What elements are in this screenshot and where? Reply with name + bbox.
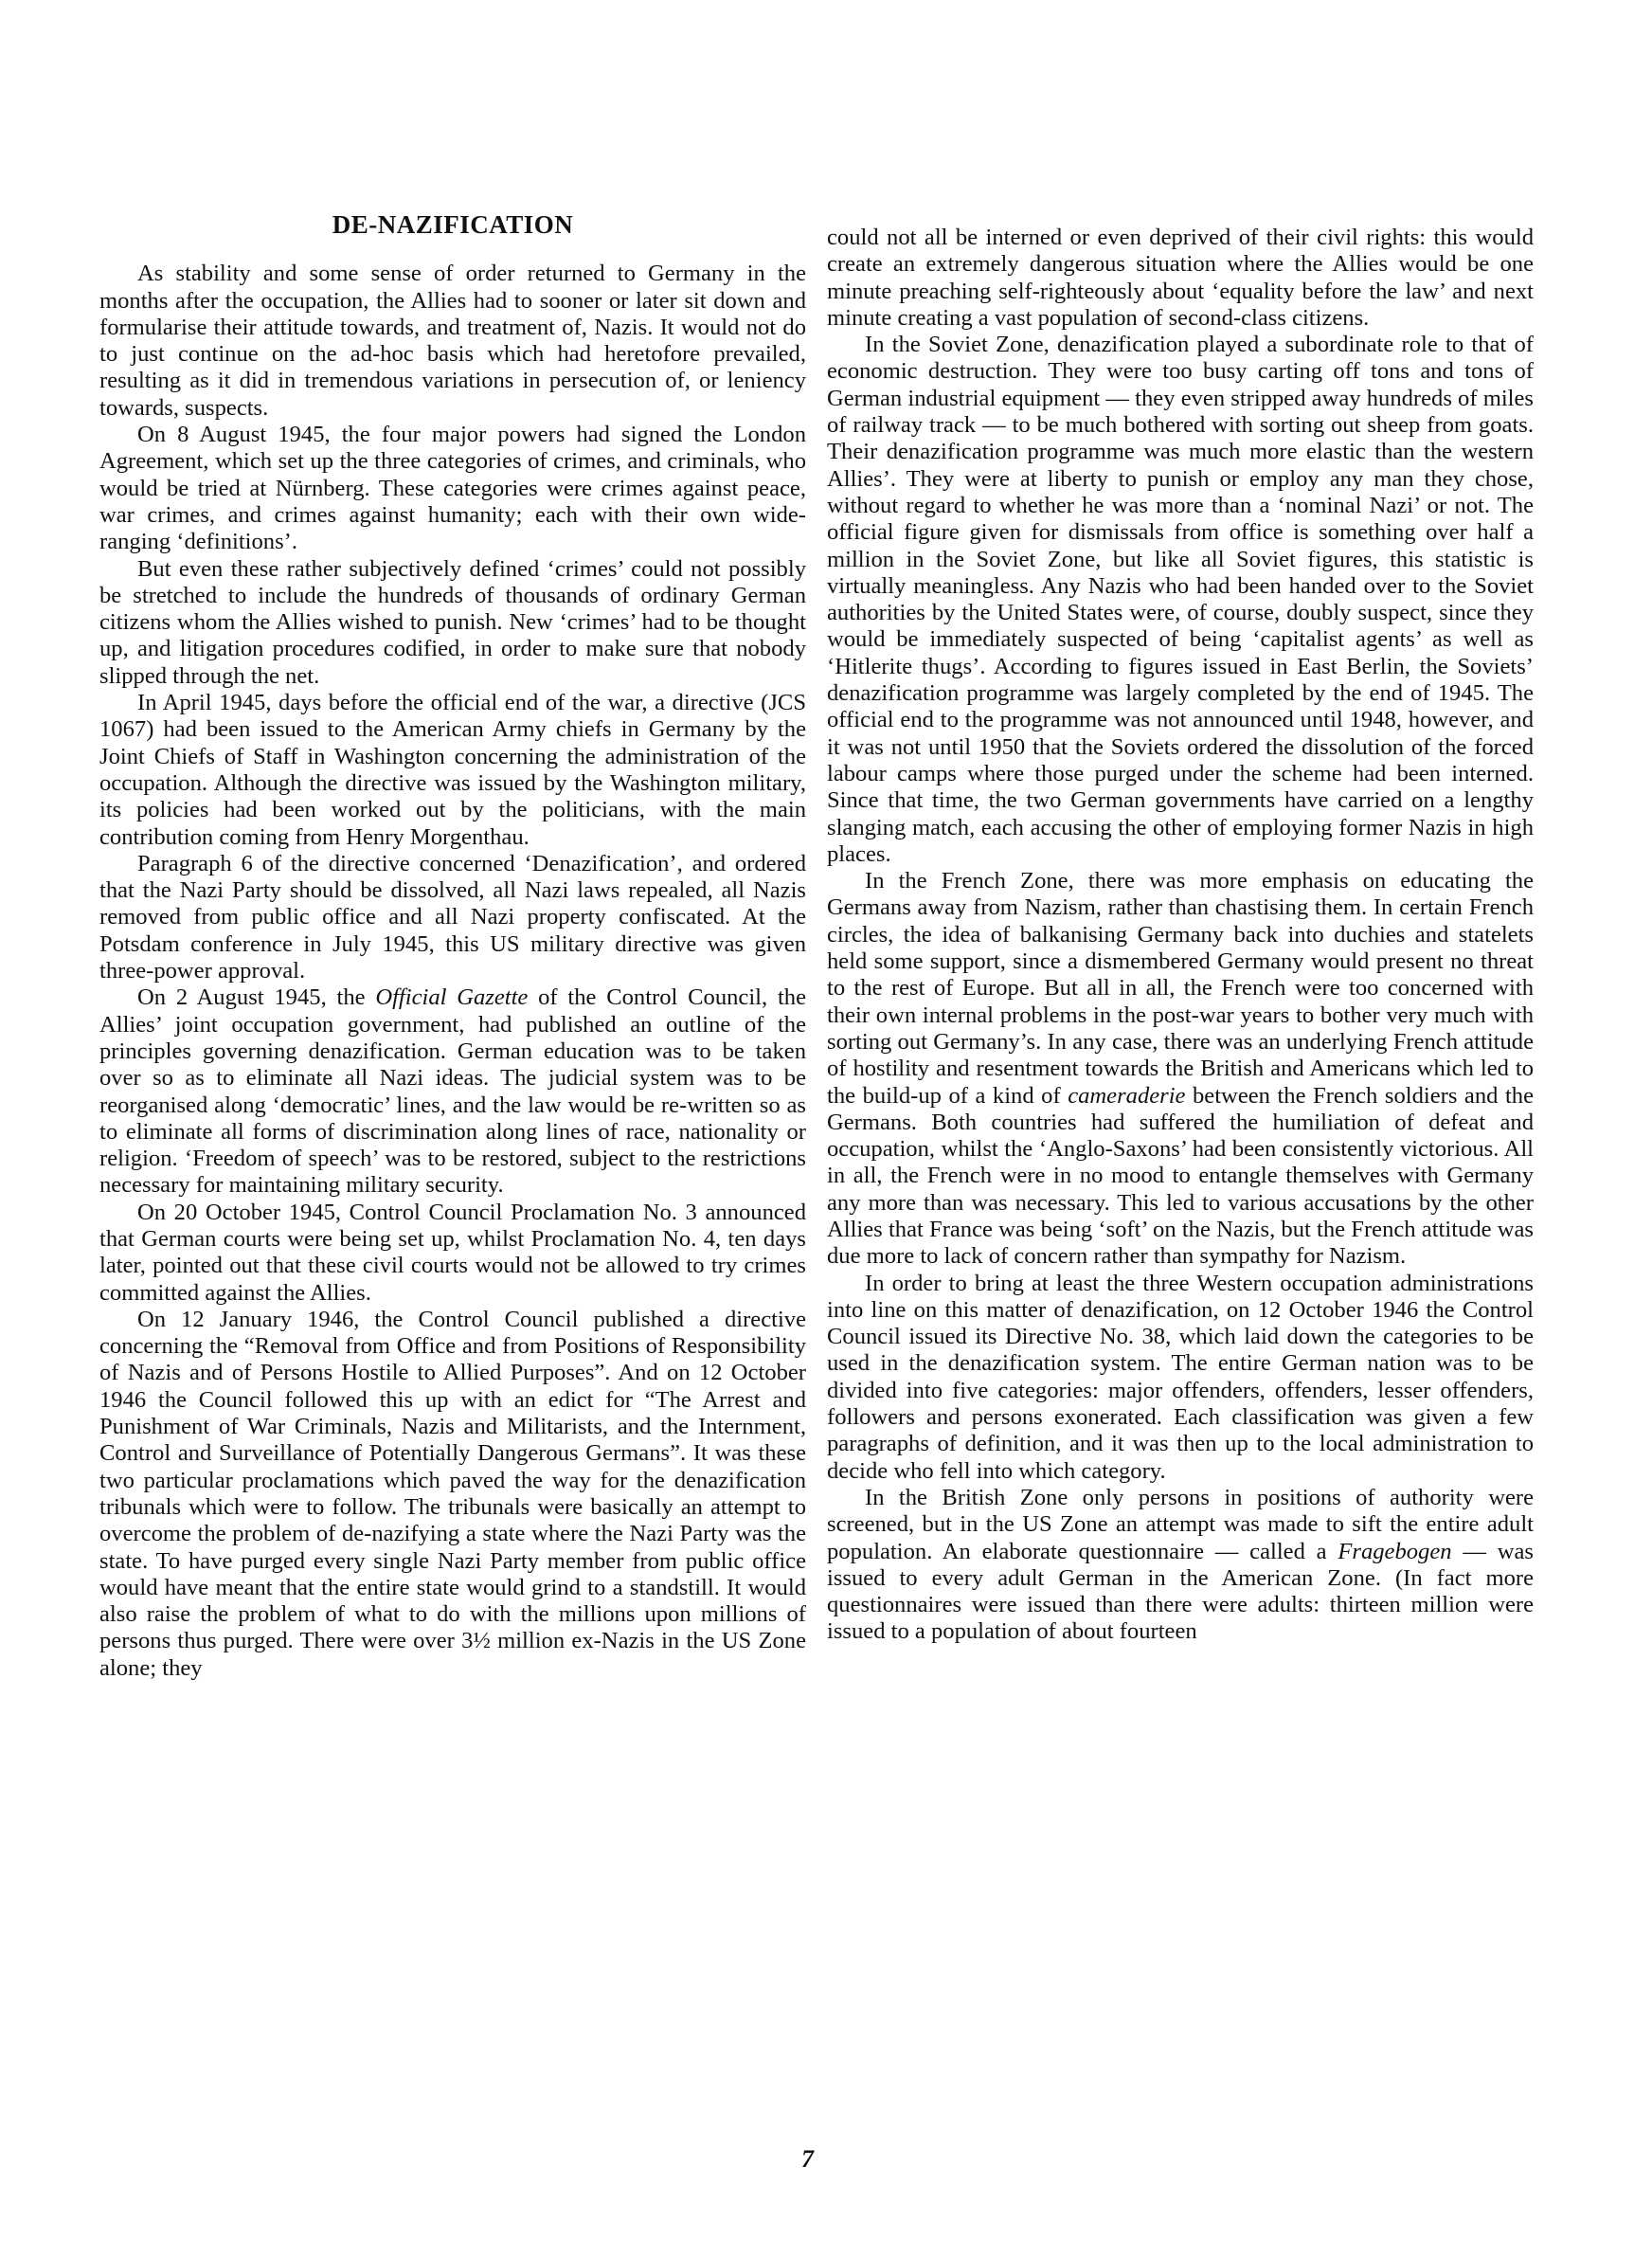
right-column [827,225,1534,1646]
text-run: In the French Zone, there was more emphasis on educating the Germans away from Nazism, rather than chastising them. In certain French circles, the idea of balkanising Germany back into duchies and statelets held some support, since a dismembered Germany would present no threat to the rest of Europe. But all in all, the French were too concerned with their own internal problems in the post-war years to bother very much with sorting out Germany’s. In any case, there was an underlying French attitude of hostility and resentment towards the British and Americans which led to the build-up of a kind of [827,868,1534,1109]
italic-word: cameraderie [1068,1082,1186,1109]
text-run: On 2 August 1945, the [137,984,376,1011]
paragraph-official-gazette [99,984,806,1199]
paragraph-continuation: could not all be interned or even deprived of their civil rights: this would create an extremely dangerous situation where the Allies would be one minute preaching self-righteously about ‘equality before the law’ and next minute creating a vast population of second-class citizens. [827,225,1534,331]
paragraph-directive-38: In order to bring at least the three Western occupation administrations into line on this matter of denazification, on 12 October 1946 the Control Council issued its Directive No. 38, which laid down the categories to be used in the denazification system. The entire German nation was to be divided into five categories: major offenders, offenders, lesser offenders, followers and persons exonerated. Each classification was given a few paragraphs of definition, and it was then up to the local administration to decide who fell into which category. [827,1270,1534,1484]
paragraph: On 8 August 1945, the four major powers had signed the London Agreement, which set up the three categories of crimes, and criminals, who would be tried at Nürnberg. These categories were crimes against peace, war crimes, and crimes against humanity; each with their own wide-ranging ‘definitions’. [99,422,806,555]
text-run: of the Control Council, the Allies’ joint occupation government, had published an outline of the principles governing denazification. German education was to be taken over so as to eliminate all Nazi ideas. The judicial system was to be reorganised along ‘democratic’ lines, and the law would be re-written so as to eliminate all forms of discrimination along lines of race, nationality or religion. ‘Freedom of speech’ was to be restored, subject to the restrictions necessary for maintaining military security. [99,984,806,1199]
text-run: between the French soldiers and the Germans. Both countries had suffered the humiliation of defeat and occupation, whilst the ‘Anglo-Saxons’ had been consistently victorious. All in all, the French were in no mood to entangle themselves with Germany any more than was necessary. This led to various accusations by the other Allies that France was being ‘soft’ on the Nazis, but the French attitude was due more to lack of concern rather than sympathy for Nazism. [827,1082,1535,1270]
paragraph: In April 1945, days before the official end of the war, a directive (JCS 1067) had been issued to the American Army chiefs in Germany by the Joint Chiefs of Staff in Washington concerning the administration of the occupation. Although the directive was issued by the Washington military, its policies had been worked out by the politicians, with the main contribution coming from Henry Morgenthau. [99,690,806,850]
paragraph: As stability and some sense of order returned to Germany in the months after the occupation, the Allies had to sooner or later sit down and formularise their attitude towards, and treatment of, Nazis. It would not do to just continue on the ad-hoc basis which had heretofore prevailed, resulting as it did in tremendous variations in persecution of, or leniency towards, suspects. [99,261,806,421]
text-run: — was issued to every adult German in the American Zone. (In fact more questionnaires were issued than there were adults: thirteen million were issued to a population of about fourteen [827,1538,1534,1645]
paragraph-soviet-zone: In the Soviet Zone, denazification played a subordinate role to that of economic destruction. They were too busy carting off tons and tons of German industrial equipment — they even stripped away hundreds of miles of railway track — to be much bothered with sorting out sheep from goats. Their denazification programme was much more elastic than the western Allies’. They were at liberty to punish or employ any man they chose, without regard to whether he was more than a ‘nominal Nazi’ or not. The official figure given for dismissals from office is something over half a million in the Soviet Zone, but like all Soviet figures, this statistic is virtually meaningless. Any Nazis who had been handed over to the Soviet authorities by the United States were, of course, doubly suspect, since they would be immediately suspected of being ‘capitalist agents’ as well as ‘Hitlerite thugs’. According to figures issued in East Berlin, the Soviets’ denazification programme was largely completed by the end of 1945. The official end to the programme was not announced until 1948, however, and it was not until 1950 that the Soviets ordered the dissolution of the forced labour camps where those purged under the scheme had been interned. Since that time, the two German governments have carried on a lengthy slanging match, each accusing the other of employing former Nazis in high places. [827,332,1534,867]
paragraph-french-zone [827,868,1534,1270]
page-number: 7 [801,2145,814,2173]
italic-word: Fragebogen [1338,1538,1452,1564]
paragraph: On 20 October 1945, Control Council Proclamation No. 3 announced that German courts were being set up, whilst Proclamation No. 4, ten days later, pointed out that these civil courts would not be allowed to try crimes committed against the Allies. [99,1199,806,1306]
paragraph: Paragraph 6 of the directive concerned ‘Denazification’, and ordered that the Nazi Party should be dissolved, all Nazi laws repealed, all Nazis removed from public office and all Nazi property confiscated. At the Potsdam conference in July 1945, this US military directive was given three-power approval. [99,850,806,984]
italic-title: Official Gazette [375,984,529,1011]
paragraph-british-zone [827,1485,1534,1646]
paragraph: On 12 January 1946, the Control Council published a directive concerning the “Removal from Office and from Positions of Responsibility of Nazis and of Persons Hostile to Allied Purposes”. And on 12 October 1946 the Council followed this up with an edict for “The Arrest and Punishment of War Criminals, Nazis and Militarists, and the Internment, Control and Surveillance of Potentially Dangerous Germans”. It was these two particular proclamations which paved the way for the denazification tribunals which were to follow. The tribunals were basically an attempt to overcome the problem of de-nazifying a state where the Nazi Party was the state. To have purged every single Nazi Party member from public office would have meant that the entire state would grind to a standstill. It would also raise the problem of what to do with the millions upon millions of persons thus purged. There were over 3½ million ex-Nazis in the US Zone alone; they [99,1306,806,1681]
text-run: In the British Zone only persons in positions of authority were screened, but in the US Zone an attempt was made to sift the entire adult population. An elaborate questionnaire — called a [827,1484,1534,1564]
article-title: DE-NAZIFICATION [332,210,574,239]
left-column [99,211,806,1682]
paragraph: But even these rather subjectively defined ‘crimes’ could not possibly be stretched to include the hundreds of thousands of ordinary German citizens whom the Allies wished to punish. New ‘crimes’ had to be thought up, and litigation procedures codified, in order to make sure that nobody slipped through the net. [99,555,806,689]
